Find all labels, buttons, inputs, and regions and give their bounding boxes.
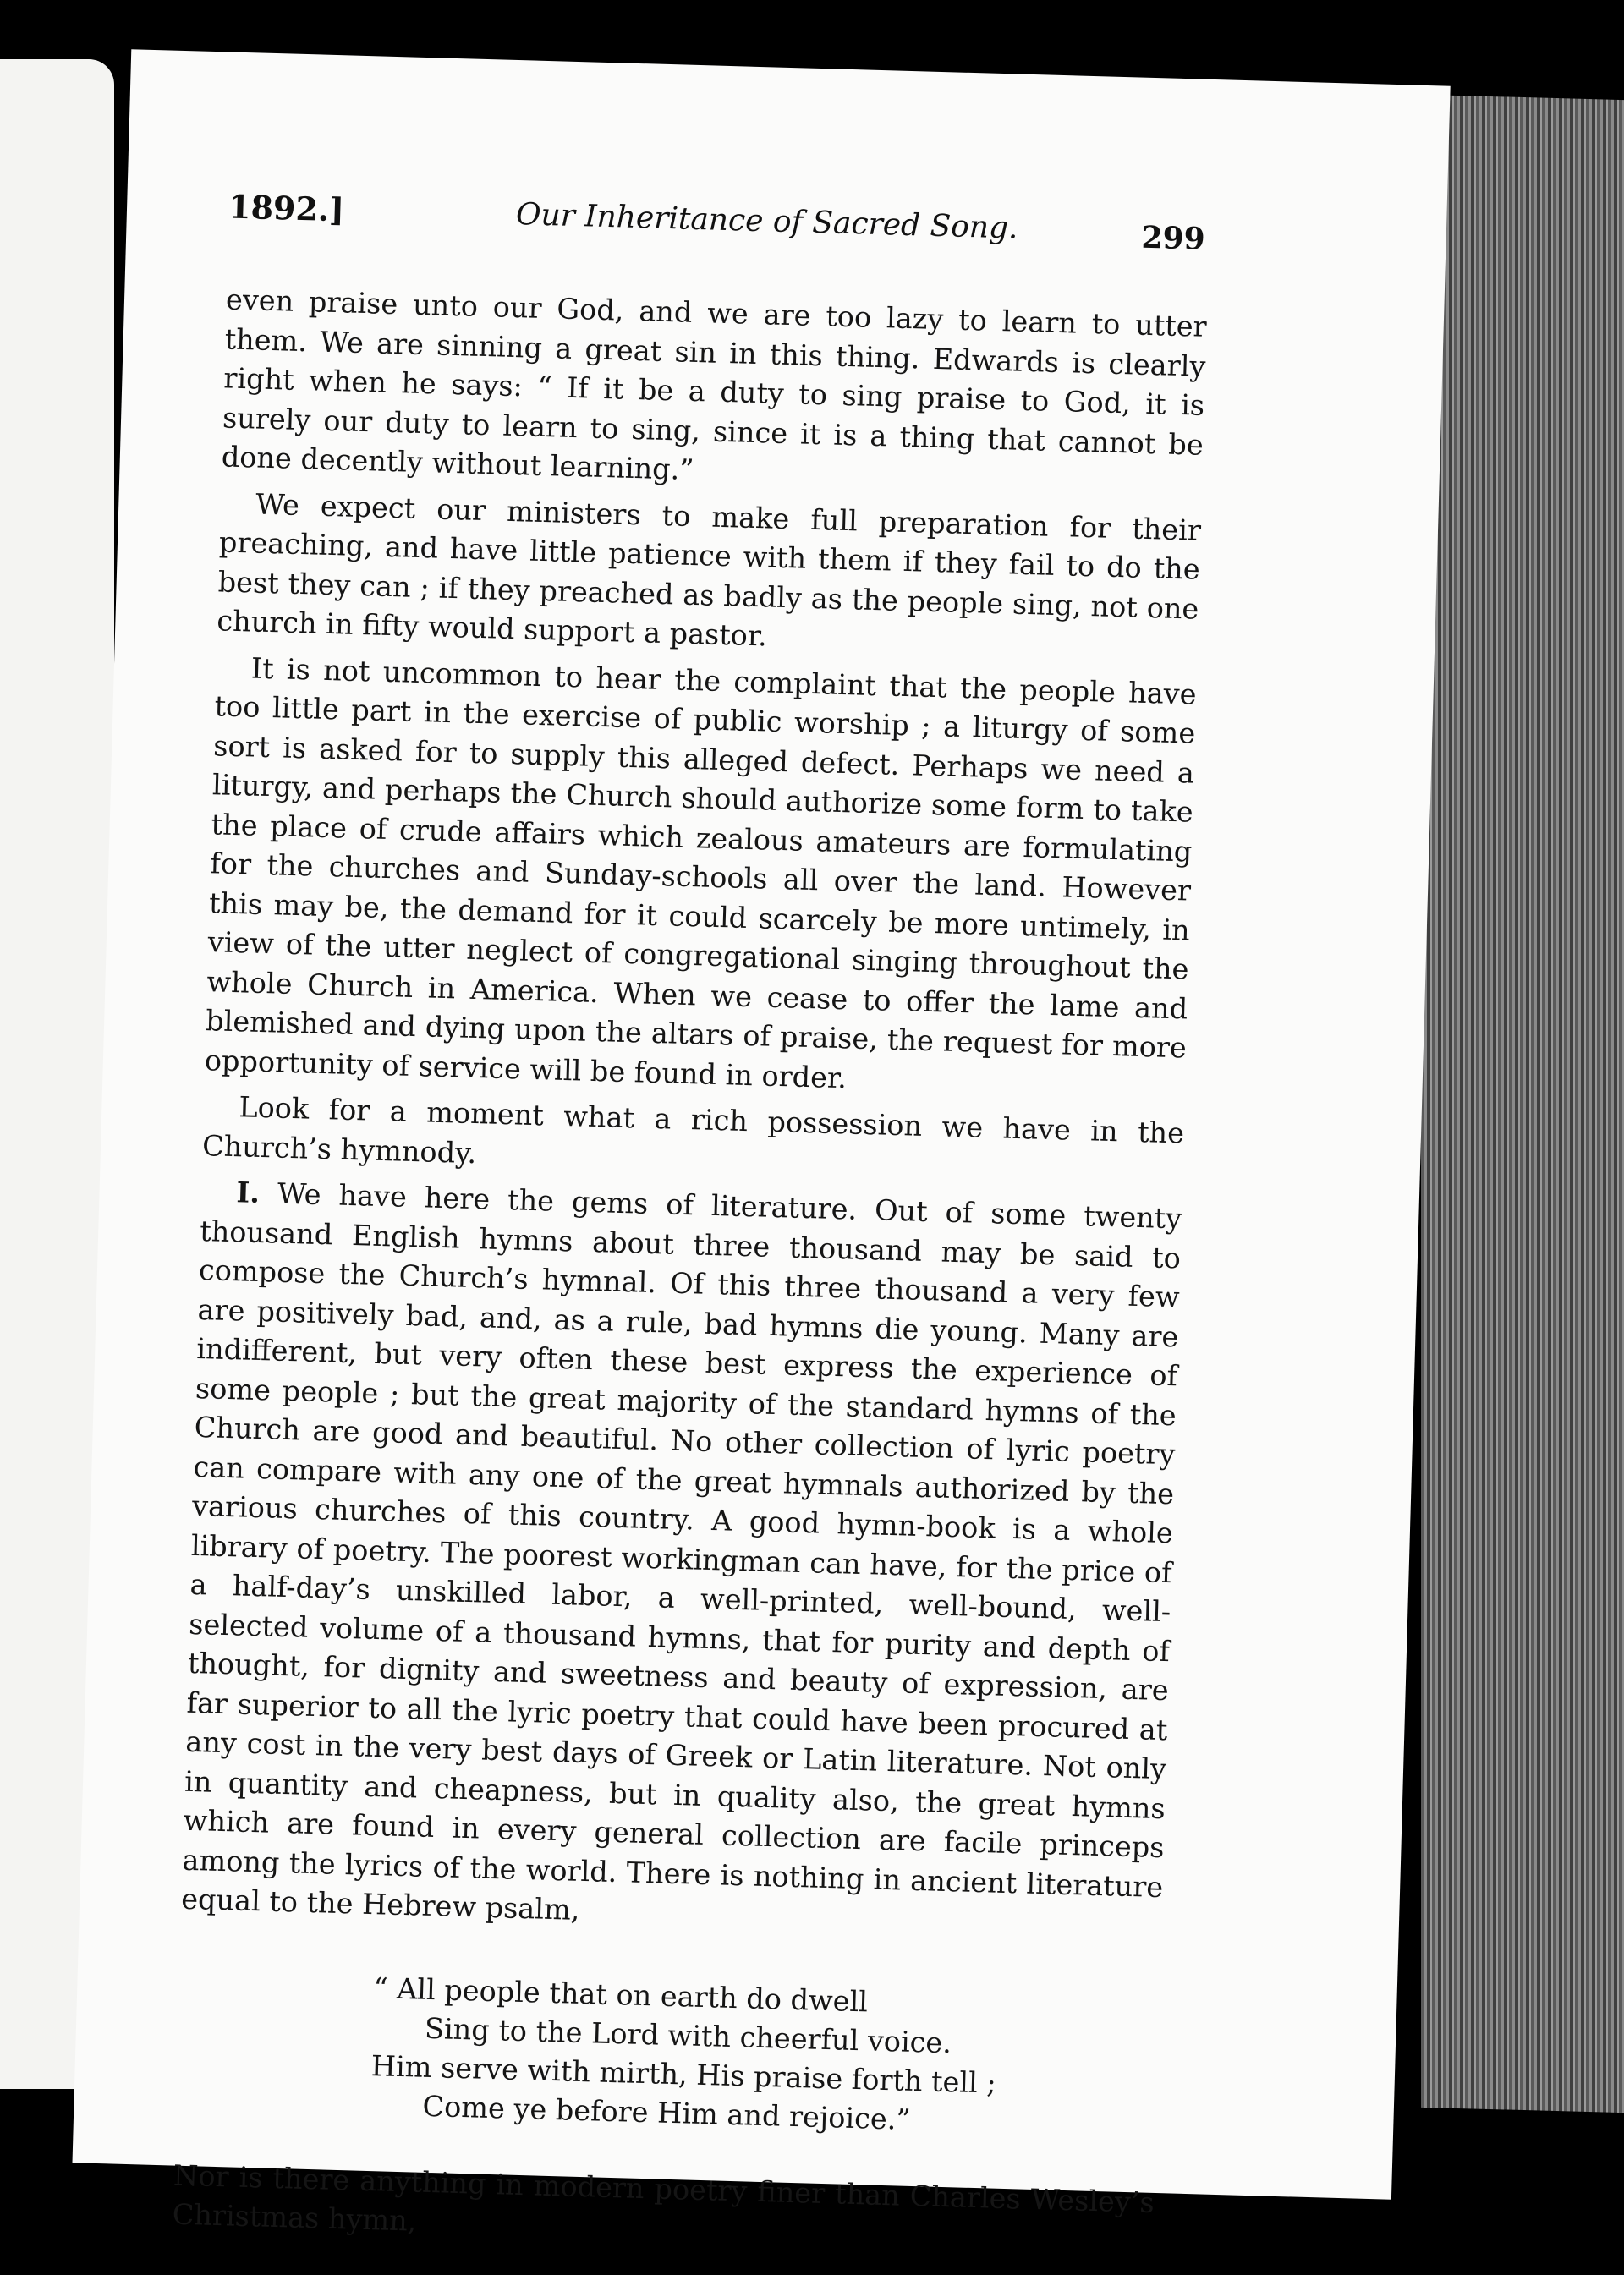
running-title: Our Inheritance of Sacred Song. xyxy=(515,197,1019,246)
quoted-hymn xyxy=(370,1969,1160,2146)
paragraph: Look for a moment what a rich possession we have in the Church’s hymnody. xyxy=(201,1090,1185,1170)
section-number: I. xyxy=(236,1176,261,1209)
hymn-line: “ All people that on earth do dwell xyxy=(372,1971,869,2018)
numbered-section xyxy=(181,1172,1182,1947)
closing-paragraph: Nor is there anything in modern poetry finer than Charles Wesley’s Christmas hymn, xyxy=(172,2158,1155,2238)
paragraph: even praise unto our God, and we are too lazy to learn to utter them. We are sinning a great sin in this thing. Edwards is clearly right when he says: “ If it be a duty to sing praise to God, it is surely our duty to learn to sing, since it is a thing that cannot be done decently without learning.” xyxy=(221,282,1208,486)
hymn-line: Him serve with mirth, His praise forth tell ; xyxy=(370,2048,997,2100)
body-text xyxy=(172,280,1207,2268)
section-text: We have here the gems of literature. Out of some twenty thousand English hymns about three thousand may be said to compose the Church’s hymnal. Of this three thousand a very few are positively bad, and, as a rule, bad hymns die young. Many are indifferent, but very often these best express the experience of some people ; but the great majority of the standard hymns of the Church are good and beautiful. No other collection of lyric poetry can compare with any one of the great hymnals authorized by the various churches of this country. A good hymn-book is a whole library of poetry. The poorest workingman can have, for the price of a half-day’s unskilled labor, a well-printed, well-bound, well-selected volume of a thousand hymns, that for purity and depth of thought, for dignity and sweetness and beauty of expression, are far superior to all the lyric poetry that could have been procured at any cost in the very best days of Greek or Latin literature. Not only in quantity and cheapness, but in quality also, the great hymns which are found in every general collection are facile princeps among the lyrics of the world. There is nothing in ancient literature equal to the Hebrew psalm, xyxy=(180,1176,1182,1927)
book-page xyxy=(73,49,1451,2238)
header-year: 1892.] xyxy=(228,187,345,229)
paragraph: It is not uncommon to hear the complaint that the people have too little part in the exercise of public worship ; a liturgy of some sort is asked for to supply this alleged defect. Perhaps we need a liturgy, and perhaps the Church should authorize some form to take the place of crude affairs which zealous amateurs are formulating for the churches and Sunday-schools all over the land. However this may be, the demand for it could scarcely be more untimely, in view of the utter neglect of congregational singing throughout the whole Church in America. When we cease to offer the lame and blemished and dying upon the altars of praise, the request for more opportunity of service will be found in order. xyxy=(204,650,1198,1094)
hymn-line: Come ye before Him and rejoice.” xyxy=(422,2089,912,2136)
book-page-edges xyxy=(1421,95,1624,2113)
page-number: 299 xyxy=(1140,219,1206,257)
page-header xyxy=(228,188,1243,275)
hymn-line: Sing to the Lord with cheerful voice. xyxy=(424,2011,952,2059)
paragraph: We expect our ministers to make full preparation for their preaching, and have little patience with them if they fail to do the best they can ; if they preached as badly as the people sing, not one church in fifty would support a pastor. xyxy=(216,487,1202,653)
